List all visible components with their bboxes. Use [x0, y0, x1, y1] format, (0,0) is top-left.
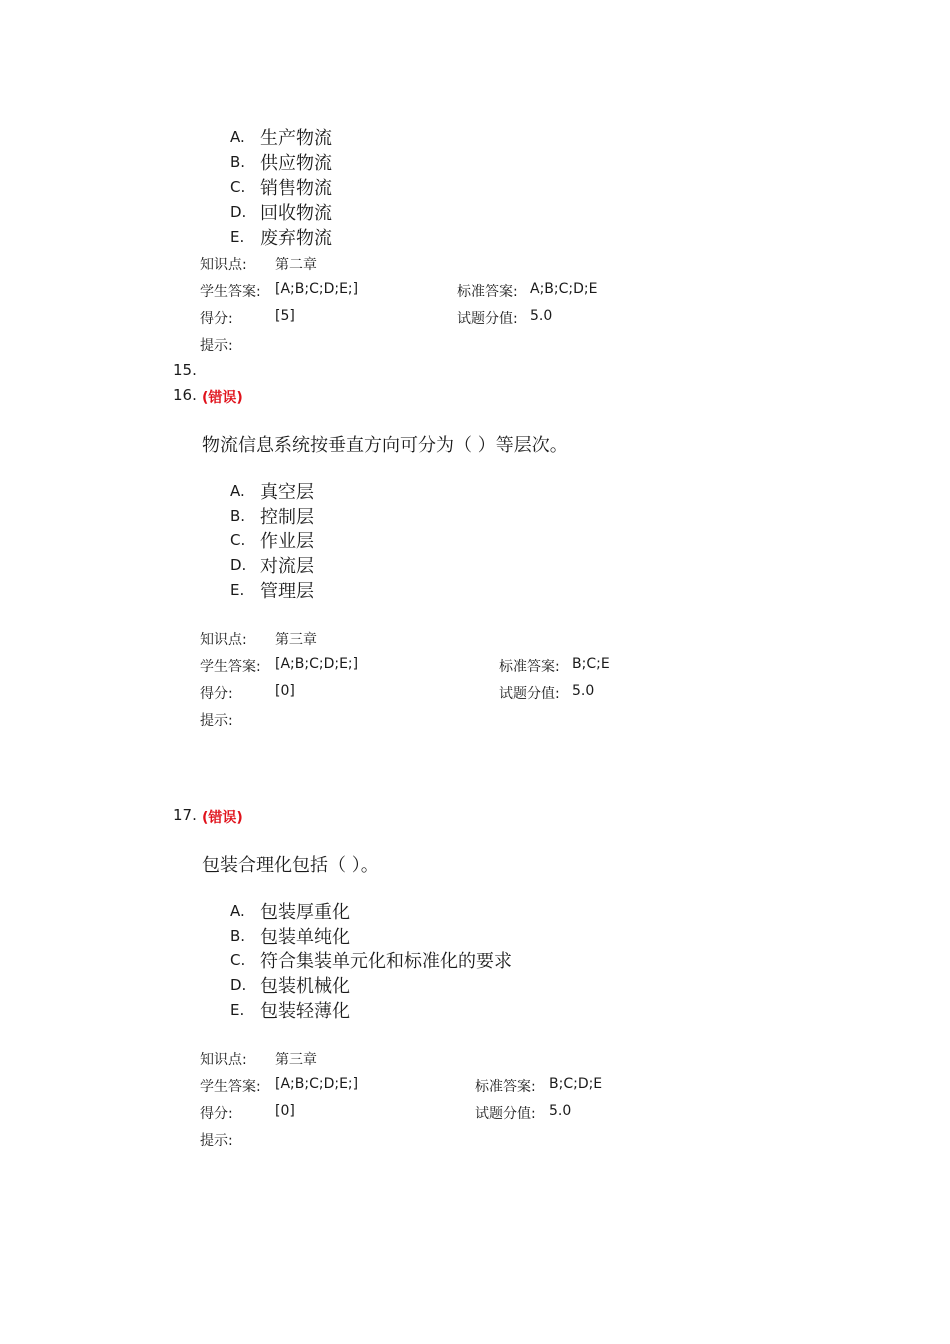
option-letter: A.: [230, 482, 245, 500]
hint-label: 提示:: [200, 713, 233, 729]
question-stem: 物流信息系统按垂直方向可分为（ ）等层次。: [202, 435, 568, 456]
option-letter: D.: [230, 203, 247, 221]
standard-answer-value: B;C;D;E: [549, 1076, 603, 1092]
knowledge-value: 第三章: [275, 632, 317, 648]
question-value-label: 试题分值:: [475, 1106, 536, 1122]
option-text: 包装轻薄化: [260, 1001, 350, 1022]
question-value-label: 试题分值:: [457, 311, 518, 327]
score-value: [0]: [275, 1103, 295, 1119]
knowledge-value: 第二章: [275, 257, 317, 273]
question-value: 5.0: [530, 308, 553, 324]
option-text: 包装机械化: [260, 976, 350, 997]
student-answer-label: 学生答案:: [200, 659, 261, 675]
option-letter: C.: [230, 951, 246, 969]
option-letter: A.: [230, 902, 245, 920]
question-number: 16.: [173, 386, 197, 404]
option-text: 生产物流: [260, 128, 332, 149]
score-value: [5]: [275, 308, 295, 324]
question-number: 17.: [173, 806, 197, 824]
option-text: 符合集装单元化和标准化的要求: [260, 951, 512, 972]
option-letter: C.: [230, 531, 246, 549]
score-value: [0]: [275, 683, 295, 699]
option-text: 对流层: [260, 556, 314, 577]
option-letter: B.: [230, 153, 246, 171]
standard-answer-label: 标准答案:: [475, 1079, 536, 1095]
question-value: 5.0: [572, 683, 595, 699]
option-letter: A.: [230, 128, 245, 146]
option-letter: B.: [230, 507, 246, 525]
status-badge: (错误): [202, 390, 243, 406]
option-text: 供应物流: [260, 153, 332, 174]
option-letter: B.: [230, 927, 246, 945]
knowledge-label: 知识点:: [200, 257, 247, 273]
question-value-label: 试题分值:: [499, 686, 560, 702]
student-answer-value: [A;B;C;D;E;]: [275, 656, 359, 672]
hint-label: 提示:: [200, 338, 233, 354]
option-text: 真空层: [260, 482, 314, 503]
standard-answer-label: 标准答案:: [499, 659, 560, 675]
option-text: 作业层: [260, 531, 314, 552]
score-label: 得分:: [200, 311, 233, 327]
question-value: 5.0: [549, 1103, 572, 1119]
option-text: 包装厚重化: [260, 902, 350, 923]
option-letter: D.: [230, 976, 247, 994]
standard-answer-value: A;B;C;D;E: [530, 281, 598, 297]
question-stem: 包装合理化包括（ ）。: [202, 855, 379, 876]
option-text: 包装单纯化: [260, 927, 350, 948]
knowledge-label: 知识点:: [200, 632, 247, 648]
standard-answer-label: 标准答案:: [457, 284, 518, 300]
student-answer-label: 学生答案:: [200, 1079, 261, 1095]
option-letter: D.: [230, 556, 247, 574]
knowledge-label: 知识点:: [200, 1052, 247, 1068]
option-letter: E.: [230, 581, 245, 599]
standard-answer-value: B;C;E: [572, 656, 610, 672]
score-label: 得分:: [200, 1106, 233, 1122]
hint-label: 提示:: [200, 1133, 233, 1149]
option-text: 控制层: [260, 507, 314, 528]
option-letter: C.: [230, 178, 246, 196]
option-text: 废弃物流: [260, 228, 332, 249]
score-label: 得分:: [200, 686, 233, 702]
option-text: 回收物流: [260, 203, 332, 224]
option-text: 销售物流: [260, 178, 332, 199]
student-answer-label: 学生答案:: [200, 284, 261, 300]
student-answer-value: [A;B;C;D;E;]: [275, 281, 359, 297]
option-letter: E.: [230, 228, 245, 246]
status-badge: (错误): [202, 810, 243, 826]
option-letter: E.: [230, 1001, 245, 1019]
knowledge-value: 第三章: [275, 1052, 317, 1068]
student-answer-value: [A;B;C;D;E;]: [275, 1076, 359, 1092]
question-number: 15.: [173, 361, 197, 379]
option-text: 管理层: [260, 581, 314, 602]
